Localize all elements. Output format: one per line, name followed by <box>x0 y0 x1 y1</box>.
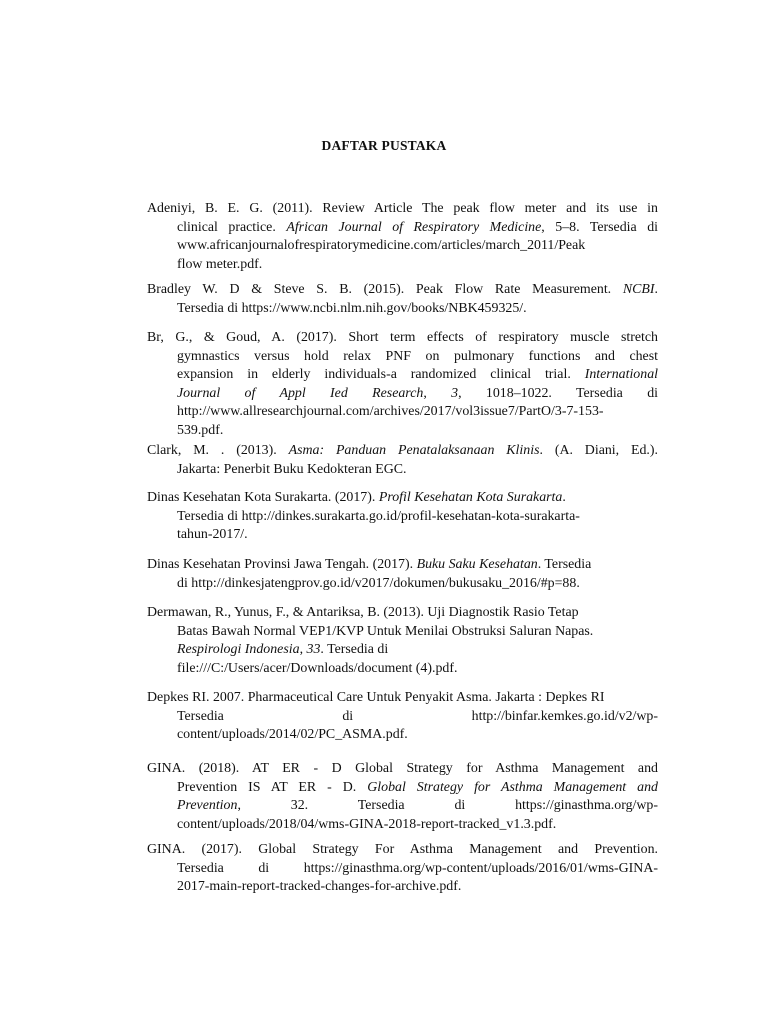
reference-text: . Tersedia <box>537 557 592 572</box>
reference-text: www.africanjournalofrespiratorymedicine.com/articles/march_2011/Peak <box>177 238 586 254</box>
reference-text: , 5–8. Tersedia di <box>541 219 658 235</box>
reference-text: gymnastics versus hold relax PNF on pulmonary functions and chest <box>177 348 658 364</box>
reference-line <box>147 726 658 745</box>
reference-text: di http://dinkesjatengprov.go.id/v2017/dokumen/bukusaku_2016/#p=88. <box>177 575 580 591</box>
reference-entry <box>147 556 658 593</box>
reference-italic-text: Asma: Panduan Penatalaksanaan Klinis <box>288 443 540 458</box>
reference-line <box>147 348 658 367</box>
reference-italic-text: NCBI <box>622 282 655 297</box>
reference-text: 2017-main-report-tracked-changes-for-archive.pdf. <box>177 879 462 895</box>
reference-line <box>147 779 658 798</box>
reference-entry <box>147 281 658 318</box>
reference-entry <box>147 200 658 274</box>
reference-line <box>147 604 658 623</box>
reference-text: Clark, M. . (2013). <box>147 443 289 458</box>
reference-text: content/uploads/2018/04/wms-GINA-2018-report-tracked_v1.3.pdf. <box>177 816 557 832</box>
reference-italic-text: Buku Saku Kesehatan <box>416 557 538 572</box>
page-title: DAFTAR PUSTAKA <box>321 138 447 153</box>
reference-text: . Tersedia di <box>320 642 389 658</box>
reference-text: , 32. Tersedia di https://ginasthma.org/wp- <box>237 798 658 814</box>
reference-text: Bradley W. D & Steve S. B. (2015). Peak Flow Rate Measurement. <box>147 282 623 297</box>
reference-text: 539.pdf. <box>177 422 224 438</box>
reference-entry <box>147 329 658 441</box>
reference-text: . <box>654 282 658 297</box>
reference-entry <box>147 489 658 545</box>
reference-line <box>147 366 658 385</box>
reference-line <box>147 641 658 660</box>
reference-line <box>147 860 658 879</box>
reference-text: GINA. (2017). Global Strategy For Asthma Management and Prevention. <box>147 842 658 857</box>
reference-text: http://www.allresearchjournal.com/archives/2017/vol3issue7/PartO/3-7-153- <box>177 404 604 420</box>
reference-line <box>147 329 658 348</box>
reference-text: Dinas Kesehatan Provinsi Jawa Tengah. (2017). <box>147 557 417 572</box>
reference-italic-text: Prevention <box>177 798 238 814</box>
reference-line <box>147 878 658 897</box>
reference-text: Batas Bawah Normal VEP1/KVP Untuk Menilai Obstruksi Saluran Napas. <box>177 623 594 639</box>
reference-line <box>147 760 658 779</box>
reference-line <box>147 489 658 508</box>
reference-line <box>147 219 658 238</box>
reference-italic-text: Global Strategy for Asthma Management and <box>367 779 658 795</box>
reference-line <box>147 256 658 275</box>
reference-text: . (A. Diani, Ed.). <box>539 443 659 458</box>
reference-line <box>147 556 658 575</box>
reference-text: Dinas Kesehatan Kota Surakarta. (2017). <box>147 490 379 505</box>
reference-line <box>147 300 658 319</box>
reference-italic-text: African Journal of Respiratory Medicine <box>286 219 542 235</box>
reference-line <box>147 200 658 219</box>
reference-text: Tersedia di http://binfar.kemkes.go.id/v2/wp- <box>177 708 658 724</box>
reference-text: . <box>562 490 566 505</box>
reference-text: , <box>299 642 307 658</box>
reference-line <box>147 841 658 860</box>
reference-line <box>147 461 658 480</box>
reference-line <box>147 281 658 300</box>
reference-line <box>147 689 658 708</box>
reference-line <box>147 708 658 727</box>
reference-line <box>147 575 658 594</box>
reference-italic-text: International <box>584 367 658 383</box>
reference-line <box>147 385 658 404</box>
reference-text: file:///C:/Users/acer/Downloads/document (4).pdf. <box>177 660 458 676</box>
reference-text: tahun-2017/. <box>177 527 248 543</box>
reference-text: Tersedia di https://ginasthma.org/wp-content/uploads/2016/01/wms-GINA- <box>177 860 658 876</box>
reference-line <box>147 403 658 422</box>
reference-line <box>147 442 658 461</box>
reference-text: Tersedia di http://dinkes.surakarta.go.id/profil-kesehatan-kota-surakarta- <box>177 508 580 524</box>
reference-entry <box>147 604 658 678</box>
reference-line <box>147 237 658 256</box>
reference-entry <box>147 689 658 745</box>
reference-line <box>147 526 658 545</box>
reference-italic-text: Journal of Appl Ied Research <box>177 385 424 401</box>
reference-italic-text: Respirologi Indonesia <box>177 642 300 658</box>
reference-text: expansion in elderly individuals-a randomized clinical trial. <box>177 367 585 383</box>
reference-text: Tersedia di https://www.ncbi.nlm.nih.gov/books/NBK459325/. <box>177 300 527 316</box>
reference-text: , <box>423 385 452 401</box>
reference-text: , 1018–1022. Tersedia di <box>458 385 658 401</box>
reference-text: Jakarta: Penerbit Buku Kedokteran EGC. <box>177 461 407 477</box>
reference-text: Dermawan, R., Yunus, F., & Antariksa, B. (2013). Uji Diagnostik Rasio Tetap <box>147 605 579 620</box>
reference-line <box>147 623 658 642</box>
reference-line <box>147 797 658 816</box>
reference-text: Depkes RI. 2007. Pharmaceutical Care Untuk Penyakit Asma. Jakarta : Depkes RI <box>147 690 605 705</box>
reference-text: Br, G., & Goud, A. (2017). Short term effects of respiratory muscle stretch <box>147 330 658 345</box>
reference-line <box>147 422 658 441</box>
reference-line <box>147 816 658 835</box>
reference-text: GINA. (2018). AT ER - D Global Strategy for Asthma Management and <box>147 761 658 776</box>
reference-entry <box>147 442 658 479</box>
reference-text: content/uploads/2014/02/PC_ASMA.pdf. <box>177 727 408 743</box>
reference-line <box>147 508 658 527</box>
reference-entry <box>147 760 658 834</box>
reference-text: Prevention IS AT ER - D. <box>177 779 368 795</box>
reference-text: Adeniyi, B. E. G. (2011). Review Article The peak flow meter and its use in <box>147 201 658 216</box>
reference-italic-text: Profil Kesehatan Kota Surakarta <box>378 490 563 505</box>
reference-italic-text: 3 <box>451 385 459 401</box>
reference-italic-text: 33 <box>306 642 321 658</box>
reference-text: flow meter.pdf. <box>177 256 263 272</box>
reference-line <box>147 660 658 679</box>
reference-entry <box>147 841 658 897</box>
reference-text: clinical practice. <box>177 219 287 235</box>
